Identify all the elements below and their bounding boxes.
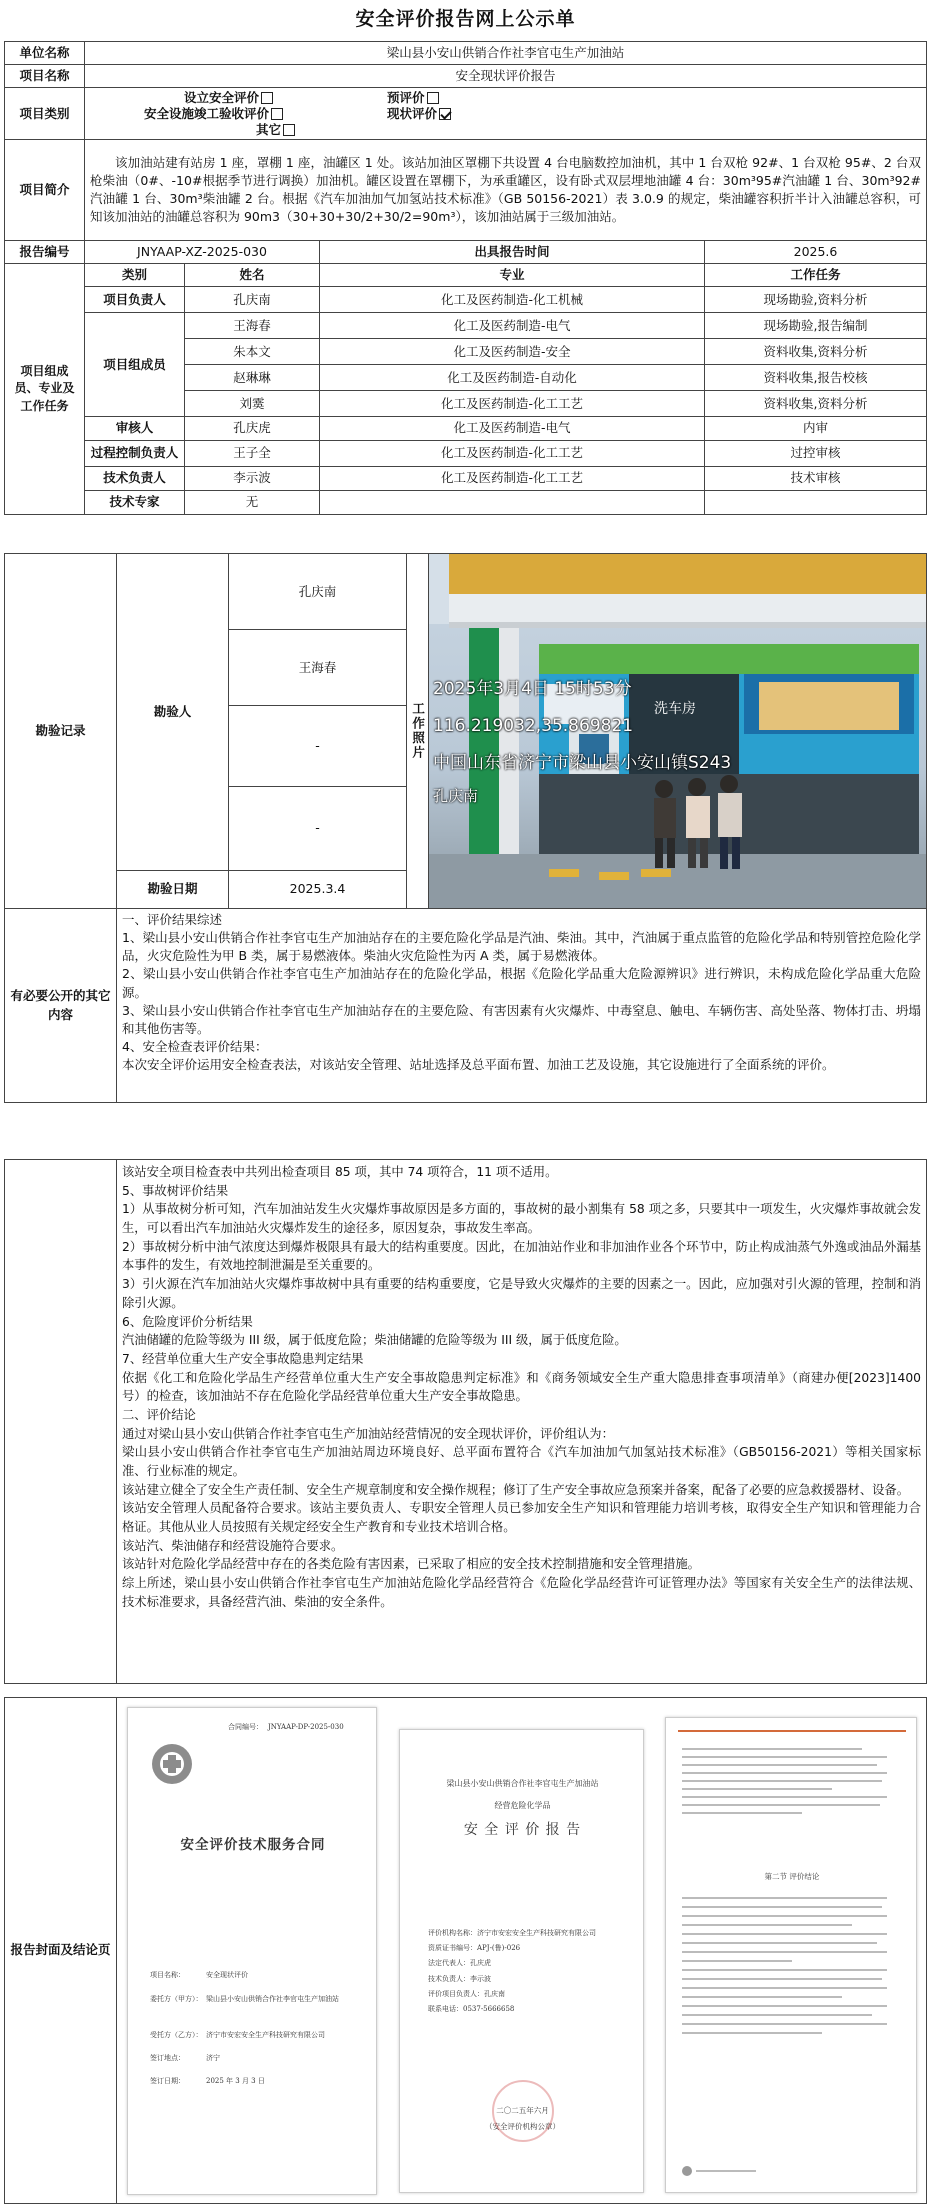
results-content [117, 1160, 927, 1684]
project-intro-label: 项目简介 [5, 140, 85, 241]
project-name-value: 安全现状评价报告 [85, 65, 927, 88]
report-date-label: 出具报告时间 [320, 241, 705, 264]
category-option[interactable]: 其它 [184, 122, 347, 138]
project-name-label: 项目名称 [5, 65, 85, 88]
team-role: 审核人 [85, 417, 185, 440]
contract-date-label: 签订日期： [150, 2076, 185, 2085]
unit-label: 单位名称 [5, 42, 85, 65]
contract-project-label: 项目名称： [150, 1970, 185, 1979]
conclusion-heading: 第二节 评价结论 [764, 1871, 820, 1881]
public-line: 3、梁山县小安山供销合作社李官屯生产加油站存在的主要危险、有害因素有火灾爆炸、中毒窒息、触电、车辆伤害、高处坠落、物体打击、坍塌和其他伤害等。 [122, 1002, 921, 1036]
contract-project: 安全现状评价 [206, 1970, 248, 1979]
team-task: 资料收集,报告校核 [705, 365, 927, 391]
project-intro-text: 该加油站建有站房 1 座，罩棚 1 座，油罐区 1 处。该站加油区罩棚下共设置 4 台电脑数控加油机，其中 1 台双枪 92#、1 台双枪 95#、2 台双枪柴油（0#、-10#根据季节进行调换）加油机。罐区设置在罩棚下，为承重罐区，设有卧式双层埋地油罐 4 台：30m³95#汽油罐 1 台、30m³92#汽油罐 1 台、30m³柴油罐 2 台。根据《汽车加油加气加氢站技术标准》（GB 50156-2021）表 3.0.9 的规定，柴油罐容积折半计入油罐总容积，可知该加油站的油罐总容积为 90m3（30+30+30/2+30/2=90m³），该加油站属于三级加油站。 [85, 140, 927, 241]
surveyor-name: 孔庆南 [229, 554, 407, 630]
cover-info: 评价机构名称：济宁市安宏安全生产科技研究有限公司 资质证书编号：APJ-(鲁)-026 法定代表人：孔庆虎 技术负责人：李示波 评价项目负责人：孔庆南 联系电话：0537-5666658 [428, 1928, 596, 2014]
result-line: 汽油储罐的危险等级为 III 级，属于低度危险；柴油储罐的危险等级为 III 级，属于低度危险。 [122, 1333, 627, 1348]
result-line: 2）事故树分析中油气浓度达到爆炸极限具有最大的结构重要度。因此，在加油站作业和非加油作业各个环节中，防止构成油蒸气外逸或油品外漏基本事件的发生，有效地控制泄漏是至关重要的。 [122, 1239, 921, 1273]
report-no-value: JNYAAP-XZ-2025-030 [85, 241, 320, 264]
contract-page-thumbnail[interactable] [127, 1707, 377, 2195]
team-major: 化工及医药制造-安全 [320, 339, 705, 365]
contract-client: 梁山县小安山供销合作社李官屯生产加油站 [206, 1994, 339, 2003]
team-major: 化工及医药制造-化工工艺 [320, 440, 705, 466]
result-line: 该站汽、柴油储存和经营设施符合要求。 [122, 1538, 344, 1553]
team-name: 王海春 [185, 313, 320, 339]
team-name: 朱本文 [185, 339, 320, 365]
contract-no-label: 合同编号： [228, 1722, 263, 1731]
team-role: 项目负责人 [85, 287, 185, 313]
result-line: 该站安全项目检查表中共列出检查项目 85 项，其中 74 项符合，11 项不适用。 [122, 1165, 558, 1179]
photo-person: 孔庆南 [433, 787, 479, 805]
basic-info-table [4, 41, 927, 515]
team-task: 现场勘验,报告编制 [705, 313, 927, 339]
surveyor-name: - [229, 706, 407, 786]
public-line: 1、梁山县小安山供销合作社李官屯生产加油站存在的主要危险化学品是汽油、柴油。其中，汽油属于重点监管的危险化学品和特别管控危险化学品，火灾危险性为甲 B 类，属于易燃液体。柴油火灾危险性为丙 A 类，属于易燃液体。 [122, 930, 921, 964]
contract-date: 2025 年 3 月 3 日 [206, 2076, 265, 2085]
team-name: 无 [185, 490, 320, 514]
team-major: 化工及医药制造-电气 [320, 417, 705, 440]
team-label: 项目组成员、专业及工作任务 [5, 264, 85, 514]
cover-unit: 梁山县小安山供销合作社李官屯生产加油站 [446, 1778, 599, 1788]
result-line: 综上所述，梁山县小安山供销合作社李官屯生产加油站危险化学品经营符合《危险化学品经营许可证管理办法》等国家有关安全生产的法律法规、技术标准要求，具备经营汽油、柴油的安全条件。 [122, 1576, 921, 1609]
photo-coords: 116.219032,35.869821 [433, 716, 634, 736]
result-line: 6、危险度评价分析结果 [122, 1314, 253, 1329]
team-name: 刘霙 [185, 391, 320, 417]
team-name: 孔庆虎 [185, 417, 320, 440]
project-category-label: 项目类别 [5, 88, 85, 140]
team-major: 化工及医药制造-化工机械 [320, 287, 705, 313]
survey-table [4, 553, 927, 1103]
result-line: 该站安全管理人员配备符合要求。该站主要负责人、专职安全管理人员已参加安全生产知识和管理能力培训考核，取得安全生产知识和管理能力合格证。其他从业人员按照有关规定经安全生产教育和专业技术培训合格。 [122, 1501, 921, 1535]
contract-provider: 济宁市安宏安全生产科技研究有限公司 [206, 2030, 325, 2039]
result-line: 3）引火源在汽车加油站火灾爆炸事故树中具有重要的结构重要度，它是导致火灾爆炸的主要的因素之一。因此，应加强对引火源的管理，控制和消除引火源。 [122, 1277, 921, 1310]
public-line: 2、梁山县小安山供销合作社李官屯生产加油站存在的危险化学品，根据《危险化学品重大危险源辨识》进行辨识，未构成危险化学品重大危险源。 [122, 966, 921, 1000]
surveyor-label: 勘验人 [117, 554, 229, 871]
result-line: 1）从事故树分析可知，汽车加油站发生火灾爆炸事故原因是多方面的，事故树的最小割集有 58 项之多，只要其中一项发生，火灾爆炸事故就会发生，可以看出汽车加油站火灾爆炸发生的途径多，原因复杂，事故发生率高。 [122, 1202, 921, 1236]
report-no-label: 报告编号 [5, 241, 85, 264]
report-pages-label: 报告封面及结论页 [5, 1698, 117, 2204]
team-header-major: 专业 [320, 264, 705, 287]
work-photo [429, 554, 927, 909]
photo-label: 工作照片 [407, 554, 429, 909]
survey-date-label: 勘验日期 [117, 870, 229, 908]
team-task: 资料收集,资料分析 [705, 391, 927, 417]
team-role: 项目组成员 [85, 313, 185, 417]
gas-station-photo [429, 554, 926, 908]
category-option[interactable]: 预评价 [347, 90, 510, 106]
result-line: 5、事故树评价结果 [122, 1183, 229, 1198]
contract-place-label: 签订地点： [150, 2053, 185, 2062]
team-header-task: 工作任务 [705, 264, 927, 287]
report-pages-table [4, 1697, 927, 2204]
surveyor-name: - [229, 786, 407, 870]
team-header-name: 姓名 [185, 264, 320, 287]
contract-place: 济宁 [206, 2053, 220, 2062]
result-line: 7、经营单位重大生产安全事故隐患判定结果 [122, 1351, 364, 1366]
public-content [117, 909, 927, 1103]
category-option[interactable]: 设立安全评价 [184, 90, 347, 106]
report-pages [117, 1698, 927, 2204]
checkbox-icon[interactable] [271, 108, 283, 120]
cover-seal-note: （安全评价机构公章） [485, 2121, 560, 2131]
public-content-label: 有必要公开的其它内容 [5, 909, 117, 1103]
public-line: 4、安全检查表评价结果： [122, 1038, 268, 1054]
team-task [705, 490, 927, 514]
survey-date-value: 2025.3.4 [229, 870, 407, 908]
team-name: 王子全 [185, 440, 320, 466]
team-role: 技术专家 [85, 490, 185, 514]
team-role: 过程控制负责人 [85, 440, 185, 466]
team-name: 李示波 [185, 466, 320, 490]
team-major: 化工及医药制造-电气 [320, 313, 705, 339]
contract-no: JNYAAP-DP-2025-030 [268, 1722, 344, 1731]
team-task: 技术审核 [705, 466, 927, 490]
conclusion-page-thumbnail[interactable] [665, 1717, 917, 2193]
result-line: 通过对梁山县小安山供销合作社李官屯生产加油站经营情况的安全现状评价，评价组认为： [122, 1426, 614, 1441]
survey-record-label: 勘验记录 [5, 554, 117, 909]
team-task: 过控审核 [705, 440, 927, 466]
report-cover-thumbnail[interactable] [399, 1729, 644, 2193]
checkbox-icon[interactable] [261, 92, 273, 104]
category-option[interactable]: 安全设施竣工验收评价 [144, 106, 347, 122]
surveyor-name: 王海春 [229, 630, 407, 706]
photo-datetime: 2025年3月4日 15时53分 [433, 679, 632, 699]
result-line: 梁山县小安山供销合作社李官屯生产加油站周边环境良好、总平面布置符合《汽车加油加气加氢站技术标准》（GB50156-2021）等相关国家标准、行业标准的规定。 [122, 1445, 921, 1478]
team-task: 资料收集,资料分析 [705, 339, 927, 365]
team-role: 技术负责人 [85, 466, 185, 490]
unit-value: 梁山县小安山供销合作社李官屯生产加油站 [85, 42, 927, 65]
checkbox-icon[interactable] [427, 92, 439, 104]
result-line: 二、评价结论 [122, 1407, 196, 1422]
team-major: 化工及医药制造-化工工艺 [320, 466, 705, 490]
checkbox-icon[interactable] [283, 124, 295, 136]
team-major: 化工及医药制造-化工工艺 [320, 391, 705, 417]
contract-provider-label: 受托方（乙方）： [150, 2030, 203, 2039]
team-task: 内审 [705, 417, 927, 440]
team-header-role: 类别 [85, 264, 185, 287]
result-line: 该站针对危险化学品经营中存在的各类危险有害因素，已采取了相应的安全技术控制措施和安全管理措施。 [122, 1557, 700, 1572]
photo-sign: 洗车房 [654, 701, 696, 717]
footer-logo-icon [682, 2166, 692, 2176]
cover-title: 安 全 评 价 报 告 [463, 1821, 582, 1838]
contract-client-label: 委托方（甲方）： [150, 1994, 203, 2003]
contract-title: 安全评价技术服务合同 [180, 1836, 326, 1853]
team-major [320, 490, 705, 514]
page-title: 安全评价报告网上公示单 [355, 8, 576, 30]
photo-location: 中国山东省济宁市梁山县小安山镇S243 [433, 753, 732, 773]
team-task: 现场勘验,资料分析 [705, 287, 927, 313]
cover-subtitle: 经营危险化学品 [494, 1800, 551, 1810]
report-date-value: 2025.6 [705, 241, 927, 264]
results-table [4, 1159, 927, 1684]
cover-date: 二〇二五年六月 [496, 2105, 549, 2115]
result-line: 依据《化工和危险化学品生产经营单位重大生产安全事故隐患判定标准》和《商务领域安全生产重大隐患排查事项清单》（商建办便[2023]1400 号）的检查，该加油站不存在危险化学品经营单位重大生产安全事故隐患。 [122, 1370, 921, 1404]
public-line: 一、评价结果综述 [122, 912, 223, 927]
result-line: 该站建立健全了安全生产责任制、安全生产规章制度和安全操作规程；修订了生产安全事故应急预案并备案，配备了必要的应急救援器材、设备。 [122, 1482, 910, 1497]
public-line: 本次安全评价运用安全检查表法，对该站安全管理、站址选择及总平面布置、加油工艺及设施，其它设施进行了全面系统的评价。 [122, 1057, 835, 1072]
team-name: 赵琳琳 [185, 365, 320, 391]
team-name: 孔庆南 [185, 287, 320, 313]
seal-stamp-icon [492, 2080, 554, 2142]
project-category-options [85, 88, 927, 140]
checkbox-checked-icon[interactable] [439, 108, 451, 120]
team-major: 化工及医药制造-自动化 [320, 365, 705, 391]
category-option[interactable]: 现状评价 [347, 106, 510, 122]
